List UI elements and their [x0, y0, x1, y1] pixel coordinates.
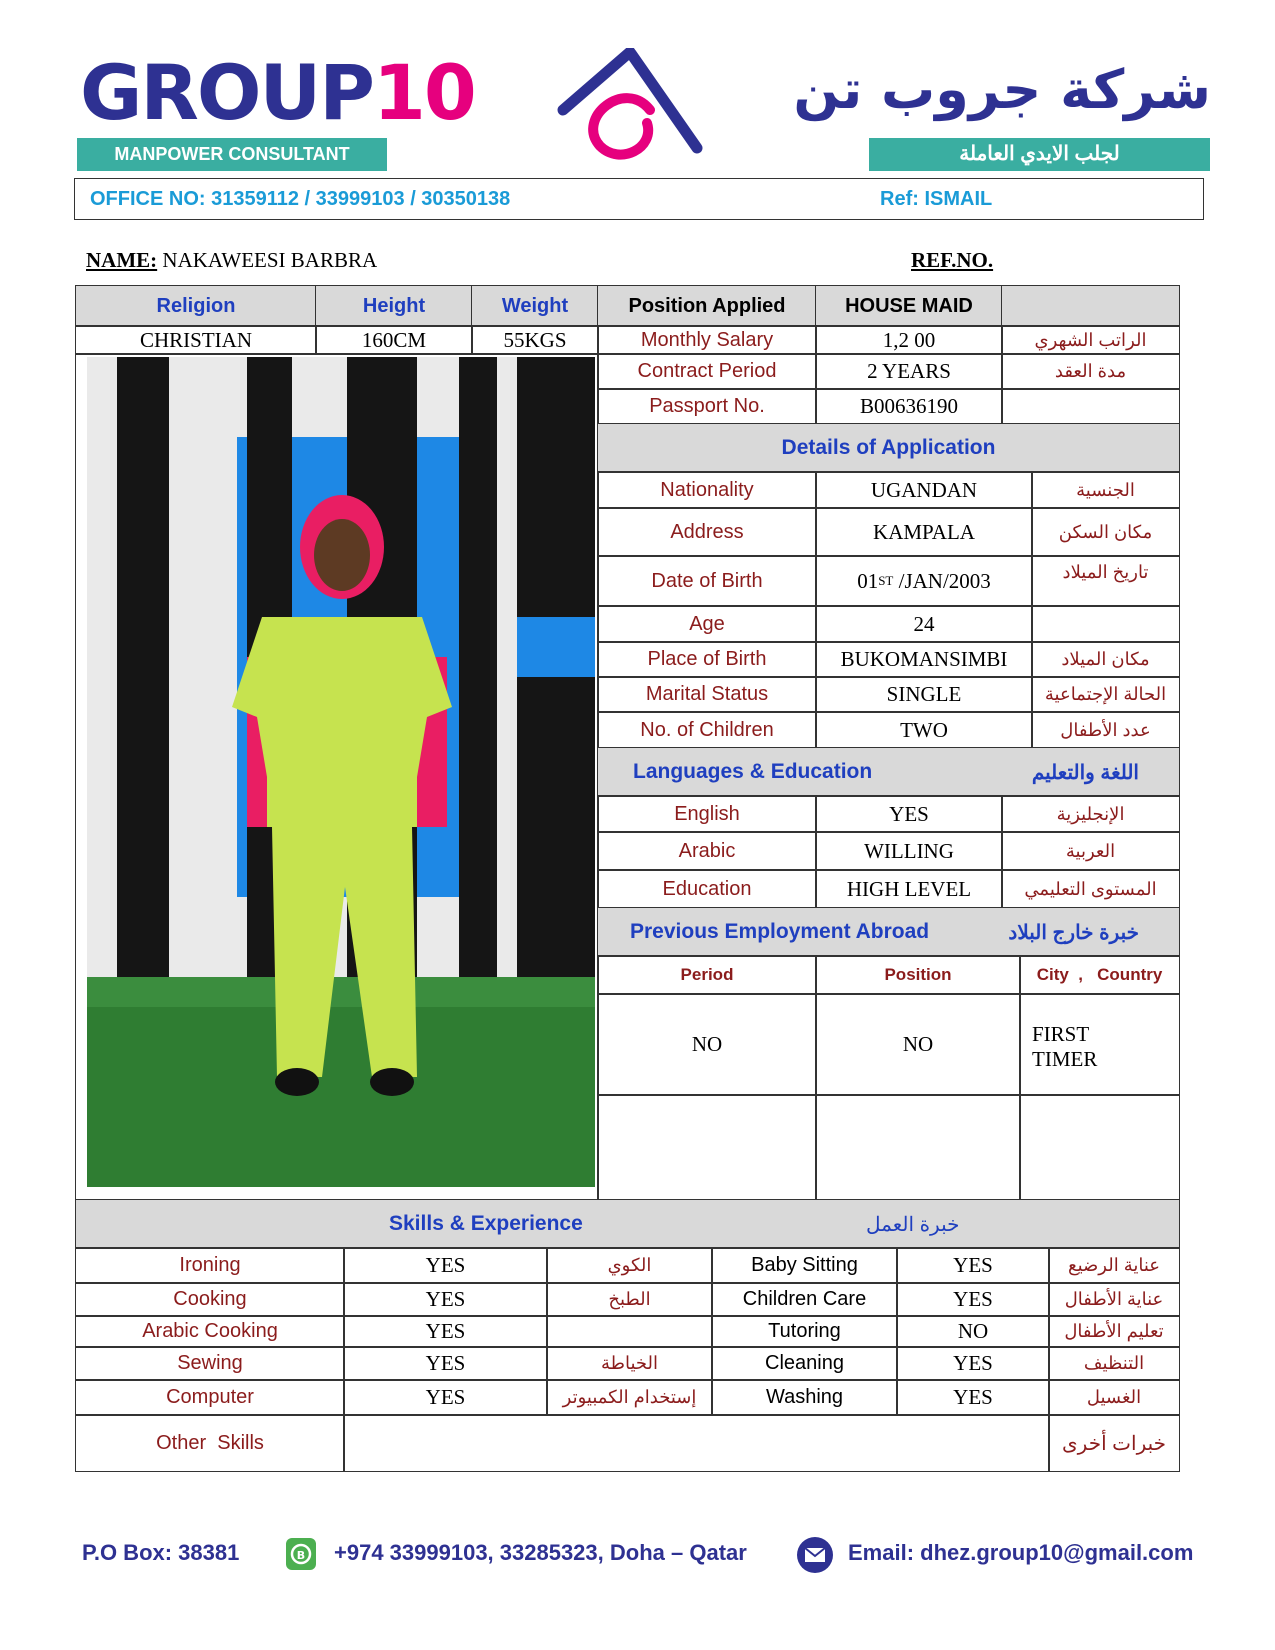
religion-header: Religion: [75, 285, 317, 327]
children-ar: عدد الأطفال: [1031, 711, 1180, 749]
name-label: NAME:: [86, 248, 158, 272]
languages-title: Languages & Education: [633, 760, 873, 783]
religion-value: CHRISTIAN: [75, 325, 317, 355]
english-value: YES: [815, 795, 1003, 833]
whatsapp-icon: [286, 1538, 316, 1570]
employment-title: Previous Employment Abroad: [630, 920, 930, 943]
svg-text:B: B: [296, 1549, 306, 1562]
skill-value: YES: [343, 1379, 548, 1416]
skill-ar: تعليم الأطفال: [1048, 1315, 1180, 1348]
emp-period-value: NO: [597, 993, 817, 1096]
dob-sup: ST: [878, 573, 894, 588]
skill-label: Baby Sitting: [711, 1247, 898, 1284]
skill-value: NO: [896, 1315, 1050, 1348]
emp-position-header: Position: [815, 955, 1021, 995]
age-label: Age: [597, 605, 817, 643]
weight-value: 55KGS: [471, 325, 599, 355]
logo-number: 10: [372, 48, 475, 137]
skill-label: Sewing: [75, 1346, 345, 1381]
marital-label: Marital Status: [597, 676, 817, 713]
height-value: 160CM: [315, 325, 473, 355]
address-ar: مكان السكن: [1031, 507, 1180, 557]
dob-value: [815, 555, 1033, 607]
arabic-label: Arabic: [597, 831, 817, 871]
dob-rest: /JAN/2003: [893, 568, 991, 593]
skill-ar: الكوي: [546, 1247, 713, 1284]
skill-label: Ironing: [75, 1247, 345, 1284]
skill-label: Tutoring: [711, 1315, 898, 1348]
email[interactable]: Email: dhez.group10@gmail.com: [848, 1540, 1194, 1565]
pob-label: Place of Birth: [597, 641, 817, 678]
skill-ar: الخياطة: [546, 1346, 713, 1381]
education-ar: المستوى التعليمي: [1001, 869, 1180, 909]
skill-label: Computer: [75, 1379, 345, 1416]
skills-title-row: [75, 1199, 1180, 1249]
po-box: P.O Box: 38381: [82, 1540, 240, 1565]
address-label: Address: [597, 507, 817, 557]
skill-label: Children Care: [711, 1282, 898, 1317]
emp-empty-2: [815, 1094, 1021, 1201]
emp-empty-3: [1019, 1094, 1180, 1201]
employment-title-ar: خبرة خارج البلاد: [1008, 921, 1139, 944]
salary-label: Monthly Salary: [597, 325, 817, 355]
marital-ar: الحالة الإجتماعية: [1031, 676, 1180, 713]
salary-value: 1,2 00: [815, 325, 1003, 355]
education-label: Education: [597, 869, 817, 909]
skill-ar: التنظيف: [1048, 1346, 1180, 1381]
logo-main-text: GROUP: [80, 48, 373, 137]
age-value: 24: [815, 605, 1033, 643]
group10-logo: [80, 48, 475, 138]
salary-ar: الراتب الشهري: [1001, 325, 1180, 355]
skills-title-ar: خبرة العمل: [866, 1213, 960, 1236]
emp-empty-1: [597, 1094, 817, 1201]
nationality-label: Nationality: [597, 471, 817, 509]
pob-value: BUKOMANSIMBI: [815, 641, 1033, 678]
pob-ar: مكان الميلاد: [1031, 641, 1180, 678]
position-value: HOUSE MAID: [815, 285, 1003, 327]
skill-label: Washing: [711, 1379, 898, 1416]
refno-label: REF.NO.: [911, 248, 994, 272]
skills-title: Skills & Experience: [389, 1212, 583, 1235]
position-label: Position Applied: [597, 285, 817, 327]
children-label: No. of Children: [597, 711, 817, 749]
dob-ar: تاريخ الميلاد: [1031, 555, 1180, 607]
skill-ar: [546, 1315, 713, 1348]
english-label: English: [597, 795, 817, 833]
contract-ar: مدة العقد: [1001, 353, 1180, 390]
phone-numbers: +974 33999103, 33285323, Doha – Qatar: [334, 1540, 747, 1565]
nationality-ar: الجنسية: [1031, 471, 1180, 509]
skill-label: Cleaning: [711, 1346, 898, 1381]
address-value: KAMPALA: [815, 507, 1033, 557]
skill-value: YES: [343, 1315, 548, 1348]
height-header: Height: [315, 285, 473, 327]
logo-subtitle: MANPOWER CONSULTANT: [77, 138, 387, 171]
age-ar: [1031, 605, 1180, 643]
english-ar: الإنجليزية: [1001, 795, 1180, 833]
applicant-name-line: [86, 248, 377, 273]
weight-header: Weight: [471, 285, 599, 327]
languages-title-row: [597, 747, 1180, 797]
skill-ar: عناية الأطفال: [1048, 1282, 1180, 1317]
skill-label: Arabic Cooking: [75, 1315, 345, 1348]
skill-ar: الغسيل: [1048, 1379, 1180, 1416]
arabic-logo-subtitle: لجلب الايدي العاملة: [869, 138, 1210, 171]
skill-value: YES: [896, 1379, 1050, 1416]
other-skills-ar: خبرات أخرى: [1048, 1414, 1180, 1472]
employment-title-row: [597, 907, 1180, 957]
education-value: HIGH LEVEL: [815, 869, 1003, 909]
nationality-value: UGANDAN: [815, 471, 1033, 509]
skill-value: YES: [343, 1346, 548, 1381]
skill-ar: الطبخ: [546, 1282, 713, 1317]
arabic-logo: شركة جروب تن: [793, 58, 1211, 121]
skill-value: YES: [343, 1247, 548, 1284]
skill-value: YES: [896, 1247, 1050, 1284]
dob-day: 01: [857, 568, 879, 593]
details-title: Details of Application: [597, 423, 1180, 473]
marital-value: SINGLE: [815, 676, 1033, 713]
skill-value: YES: [896, 1282, 1050, 1317]
emp-city-value: FIRST TIMER: [1019, 993, 1180, 1096]
arabic-ar: العربية: [1001, 831, 1180, 871]
position-ar-empty: [1001, 285, 1180, 327]
children-value: TWO: [815, 711, 1033, 749]
dob-label: Date of Birth: [597, 555, 817, 607]
passport-label: Passport No.: [597, 388, 817, 425]
contract-value: 2 YEARS: [815, 353, 1003, 390]
contract-label: Contract Period: [597, 353, 817, 390]
city-country-header: City , Country: [1019, 955, 1180, 995]
skill-ar: إستخدام الكمبيوتر: [546, 1379, 713, 1416]
passport-value: B00636190: [815, 388, 1003, 425]
skill-ar: عناية الرضيع: [1048, 1247, 1180, 1284]
office-numbers: OFFICE NO: 31359112 / 33999103 / 30350138: [90, 188, 511, 210]
arabic-value: WILLING: [815, 831, 1003, 871]
agent-ref: Ref: ISMAIL: [880, 188, 993, 210]
house-logo-icon: [555, 48, 705, 166]
languages-title-ar: اللغة والتعليم: [1031, 761, 1139, 784]
emp-position-value: NO: [815, 993, 1021, 1096]
skill-label: Cooking: [75, 1282, 345, 1317]
period-header: Period: [597, 955, 817, 995]
other-skills-label: Other Skills: [75, 1414, 345, 1472]
email-icon: [796, 1536, 834, 1574]
skill-value: YES: [343, 1282, 548, 1317]
passport-ar-empty: [1001, 388, 1180, 425]
skill-value: YES: [896, 1346, 1050, 1381]
applicant-photo: [87, 357, 595, 1187]
other-skills-value: [343, 1414, 1050, 1472]
applicant-name: NAKAWEESI BARBRA: [162, 248, 378, 272]
